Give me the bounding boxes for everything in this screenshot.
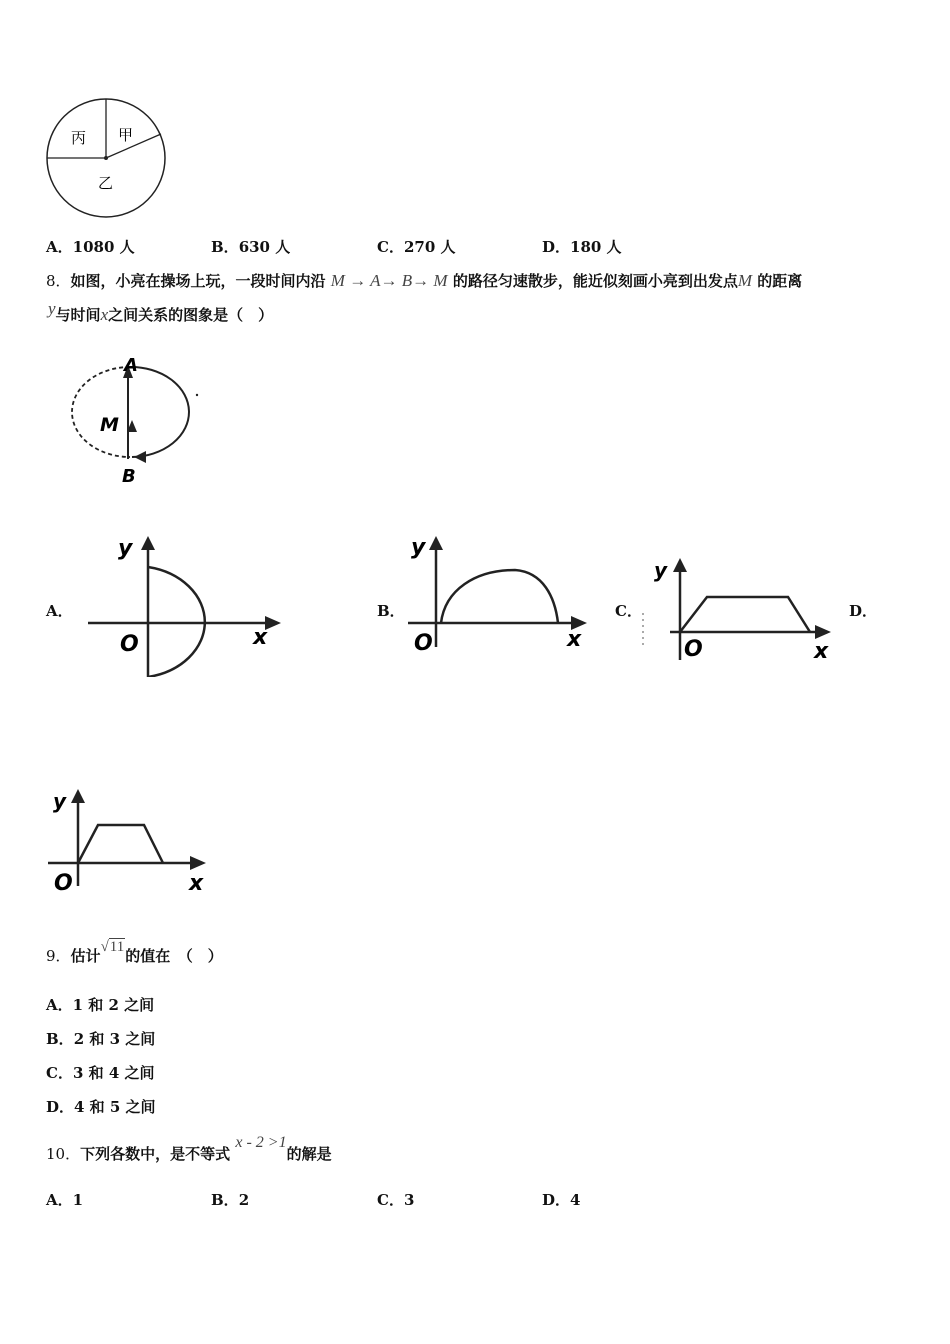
- q9-option-b[interactable]: [46, 1028, 155, 1049]
- option-text: 630 人: [238, 238, 291, 256]
- q7-option-c[interactable]: [377, 236, 456, 257]
- option-text: 180 人: [570, 238, 622, 256]
- q10-text-b: 的解是: [286, 1145, 332, 1163]
- option-text: 3: [403, 1191, 415, 1209]
- x-label: x: [253, 625, 268, 650]
- sqrt-icon: √: [100, 939, 109, 955]
- origin-label: O: [414, 631, 433, 656]
- q10-stem: [46, 1134, 332, 1164]
- label-a: A: [124, 355, 138, 376]
- option-text: 2 和 3 之间: [73, 1030, 156, 1048]
- option-letter: C．: [615, 602, 642, 620]
- q8-option-c[interactable]: [615, 600, 642, 621]
- option-text: 2: [238, 1191, 250, 1209]
- option-letter: C．: [46, 1064, 73, 1082]
- y-arrow-icon: [429, 536, 443, 550]
- question-number: 10．: [46, 1145, 81, 1163]
- q10-option-a[interactable]: [46, 1189, 83, 1210]
- option-letter: D．: [849, 602, 878, 620]
- q9-option-d[interactable]: [46, 1096, 156, 1117]
- x-arrow-icon: [265, 616, 281, 630]
- y-label: y: [118, 536, 133, 561]
- q8-path: M → A→ B→ M: [330, 271, 448, 290]
- graph-a: [85, 532, 290, 677]
- option-letter: A．: [46, 602, 73, 620]
- graph-d: [45, 786, 215, 898]
- stray-dot: [196, 394, 198, 396]
- origin-label: O: [684, 637, 703, 662]
- pie-center-dot: [104, 156, 108, 160]
- option-letter: B．: [377, 602, 405, 620]
- q8-var-x: x: [100, 305, 109, 324]
- y-label: y: [411, 535, 426, 560]
- trapezoid-curve: [78, 825, 163, 863]
- option-letter: A．: [46, 238, 73, 256]
- q10-option-c[interactable]: [377, 1189, 414, 1210]
- pie-label-yi: 乙: [98, 174, 114, 192]
- q10-text-a: 下列各数中，是不等式: [80, 1145, 231, 1163]
- q7-option-a[interactable]: [46, 236, 135, 257]
- option-letter: C．: [377, 1191, 404, 1209]
- pie-figure: [40, 92, 175, 227]
- q8-stem-line1: [46, 270, 802, 291]
- q8-text-e: 之间关系的图象是（ ）: [108, 306, 274, 324]
- radicand: 11: [109, 939, 125, 955]
- x-label: x: [814, 639, 829, 664]
- pie-label-jia: 甲: [118, 126, 134, 144]
- option-text: 4 和 5 之间: [74, 1098, 156, 1116]
- q8-option-b[interactable]: [377, 600, 405, 621]
- option-letter: B．: [211, 238, 239, 256]
- q8-option-a[interactable]: [46, 600, 73, 621]
- option-text: 1080 人: [72, 238, 135, 256]
- y-arrow-icon: [71, 789, 85, 803]
- q8-point: M: [737, 271, 753, 290]
- y-arrow-icon: [673, 558, 687, 572]
- graph-c: [640, 555, 840, 665]
- question-number: 9．: [46, 947, 71, 965]
- option-letter: A．: [46, 1191, 73, 1209]
- pie-divider-right: [106, 134, 161, 158]
- q8-text-d: 与时间: [55, 306, 101, 324]
- q7-option-d[interactable]: [542, 236, 622, 257]
- q10-option-d[interactable]: [542, 1189, 580, 1210]
- q10-option-b[interactable]: [211, 1189, 249, 1210]
- option-letter: D．: [542, 238, 571, 256]
- pie-label-bing: 丙: [71, 129, 87, 147]
- q9-option-a[interactable]: [46, 994, 154, 1015]
- origin-label: O: [54, 871, 73, 896]
- x-label: x: [189, 871, 204, 896]
- trapezoid-curve: [680, 597, 810, 632]
- arc-curve: [441, 570, 558, 623]
- option-letter: D．: [46, 1098, 75, 1116]
- y-label: y: [654, 558, 668, 582]
- option-letter: C．: [377, 238, 404, 256]
- solid-arc: [130, 367, 189, 457]
- q8-var-y: y: [48, 299, 56, 318]
- q7-option-b[interactable]: [211, 236, 290, 257]
- option-text: 270 人: [403, 238, 456, 256]
- q9-stem: [46, 939, 223, 966]
- option-text: 1 和 2 之间: [72, 996, 155, 1014]
- dashed-arc: [72, 367, 130, 457]
- q8-text-c: 的距离: [757, 272, 803, 290]
- x-arrow-icon: [190, 856, 206, 870]
- q8-path-figure: [60, 345, 210, 490]
- option-text: 4: [570, 1191, 581, 1209]
- arrow-left-icon: [134, 451, 146, 463]
- x-arrow-icon: [815, 625, 831, 639]
- option-letter: B．: [211, 1191, 239, 1209]
- question-number: 8．: [46, 272, 71, 290]
- label-b: B: [122, 466, 136, 487]
- q9-text-a: 估计: [70, 947, 101, 965]
- option-letter: A．: [46, 996, 73, 1014]
- x-label: x: [567, 627, 582, 652]
- option-letter: D．: [542, 1191, 571, 1209]
- q8-stem-line2: [48, 299, 274, 325]
- option-text: 3 和 4 之间: [72, 1064, 155, 1082]
- option-text: 1: [72, 1191, 84, 1209]
- y-label: y: [53, 789, 67, 813]
- q9-text-b: 的值在 （ ）: [125, 947, 223, 965]
- q8-text-a: 如图，小亮在操场上玩，一段时间内沿: [70, 272, 326, 290]
- q8-text-b: 的路径匀速散步，能近似刻画小亮到出发点: [452, 272, 738, 290]
- label-m: M: [100, 414, 119, 436]
- origin-label: O: [120, 632, 139, 657]
- sqrt-expression: [101, 939, 126, 956]
- q9-option-c[interactable]: [46, 1062, 155, 1083]
- inequality: x - 2 >1: [235, 1134, 287, 1151]
- graph-b: [405, 532, 595, 662]
- q8-option-d[interactable]: [849, 600, 877, 621]
- option-letter: B．: [46, 1030, 74, 1048]
- y-arrow-icon: [141, 536, 155, 550]
